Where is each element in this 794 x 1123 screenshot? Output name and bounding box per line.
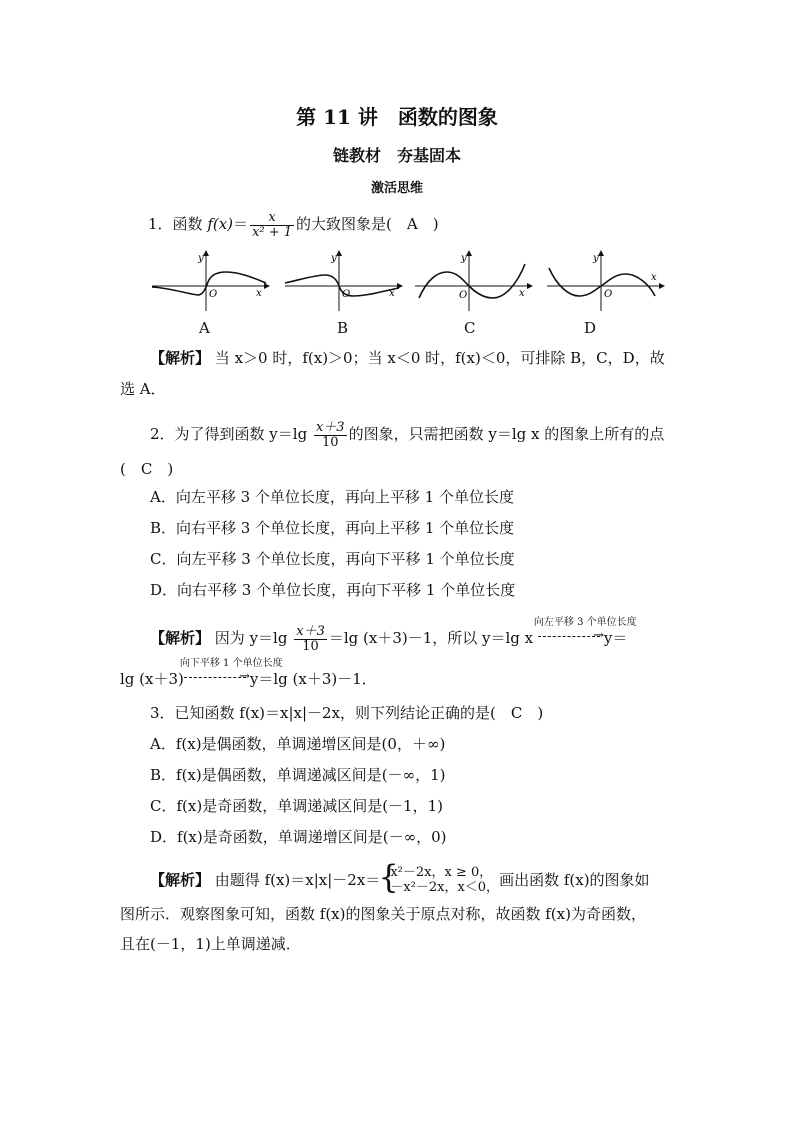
q2-analysis-line1 — [150, 617, 637, 654]
q1-prefix: 1．函数 — [148, 215, 208, 234]
q1-graph-d-label: D — [584, 319, 597, 337]
q2-option-b: B．向右平移 3 个单位长度，再向上平移 1 个单位长度 — [150, 519, 515, 537]
arrow-right-icon: → — [238, 669, 250, 684]
q2-analysis-fraction — [294, 625, 327, 653]
q2-stem — [150, 421, 664, 449]
q1-eq: ＝ — [233, 215, 249, 234]
q1-a-x-label: x — [256, 288, 262, 299]
q2-analysis-line2 — [120, 658, 377, 688]
q1-fraction — [250, 211, 294, 239]
q1-stem — [148, 211, 439, 239]
q1-c-x-label: x — [519, 288, 525, 299]
q2-frac-num: x＋3 — [315, 420, 345, 435]
arrow-shaft — [184, 677, 246, 678]
q3-stem: 3．已知函数 f(x)＝x|x|－2x，则下列结论正确的是( C ) — [150, 704, 544, 722]
q2-prefix: 2．为了得到函数 y＝lg — [150, 425, 308, 444]
q1-b-x-label: x — [389, 288, 395, 299]
q1-graph-d — [545, 250, 665, 312]
q3-case1: { x²－2x，x ≥ 0， — [390, 865, 493, 880]
q1-graph-a — [150, 250, 270, 312]
q3-piecewise — [380, 866, 499, 896]
q3-analysis-line2: 图所示．观察图象可知，函数 f(x)的图象关于原点对称，故函数 f(x)为奇函数， — [120, 905, 646, 923]
q1-d-x-label: x — [651, 272, 657, 283]
q1-b-origin-label: O — [342, 289, 351, 300]
q1-graph-c — [413, 250, 533, 312]
q2-analysis-e: y＝lg (x＋3)－1． — [249, 670, 377, 688]
q2-option-a: A．向左平移 3 个单位长度，再向上平移 1 个单位长度 — [150, 488, 514, 506]
q1-b-y-label: y — [331, 253, 337, 264]
section-heading: 激活思维 — [370, 181, 423, 196]
q3-analysis-line1 — [150, 866, 650, 896]
q2-analysis-frac-num: x＋3 — [296, 624, 325, 639]
q1-graph-b — [283, 250, 403, 312]
q1-graph-a-label: A — [199, 319, 210, 337]
q1-frac-num: x — [250, 211, 294, 226]
q1-x: (x) — [212, 215, 234, 234]
q1-suffix: 的大致图象是( A ) — [296, 215, 439, 234]
q2-frac-den: 10 — [322, 434, 339, 450]
q2-analysis-a: 因为 y＝lg — [214, 629, 288, 648]
q3-analysis-a: 由题得 f(x)＝x|x|－2x＝ — [214, 870, 381, 889]
q1-analysis-line2: 选 A． — [120, 380, 166, 398]
q2-option-c: C．向左平移 3 个单位长度，再向下平移 1 个单位长度 — [150, 550, 515, 568]
q2-answer: ( C ) — [120, 460, 174, 478]
q1-c-origin-label: O — [459, 290, 468, 301]
q1-c-y-label: y — [461, 253, 467, 264]
lesson-subtitle: 链教材 夯基固本 — [332, 146, 461, 165]
q1-analysis-text1: 当 x＞0 时，f(x)＞0；当 x＜0 时，f(x)＜0，可排除 B，C，D，故 — [214, 349, 665, 367]
q1-f: f — [207, 215, 213, 234]
q2-analysis-d: lg (x＋3) — [120, 670, 184, 688]
q3-option-c: C．f(x)是奇函数，单调递减区间是(－1，1) — [150, 797, 443, 815]
q3-analysis-line3: 且在(－1，1)上单调递减． — [120, 935, 301, 953]
q3-option-d: D．f(x)是奇函数，单调递增区间是(－∞，0) — [150, 828, 447, 846]
q2-suffix: 的图象，只需把函数 y＝lg x 的图象上所有的点 — [348, 425, 665, 444]
q1-d-origin-label: O — [604, 289, 613, 300]
q1-analysis-tag: 【解析】 — [150, 349, 211, 367]
q3-case2: －x²－2x，x＜0， — [390, 879, 500, 895]
q1-analysis-line1 — [150, 351, 665, 366]
lesson-title: 第 11 讲 函数的图象 — [296, 105, 498, 129]
arrow-shaft — [538, 636, 600, 637]
q3-option-a: A．f(x)是偶函数，单调递增区间是(0，＋∞) — [150, 735, 446, 753]
q2-fraction — [314, 421, 347, 449]
q2-analysis-tag: 【解析】 — [150, 629, 211, 648]
q2-analysis-frac-den: 10 — [302, 638, 319, 654]
arrow-right-icon: → — [593, 628, 604, 644]
q1-a-origin-label: O — [209, 289, 218, 300]
q2-arrow2-label: 向下平移 1 个单位长度 — [179, 658, 283, 669]
q1-graph-c-label: C — [464, 319, 476, 337]
q3-analysis-b: 画出函数 f(x)的图象如 — [499, 870, 650, 889]
q3-option-b: B．f(x)是偶函数，单调递减区间是(－∞，1) — [150, 766, 446, 784]
q2-analysis-c: y＝ — [603, 629, 628, 648]
q2-analysis-b: ＝lg (x＋3)－1，所以 y＝lg x — [328, 629, 534, 648]
q3-analysis-tag: 【解析】 — [150, 870, 211, 889]
q2-shift-arrow-2 — [179, 658, 283, 684]
q2-arrow1-label: 向左平移 3 个单位长度 — [533, 617, 637, 629]
q1-a-y-label: y — [198, 253, 204, 264]
q1-frac-den: x² + 1 — [252, 224, 293, 240]
q2-shift-arrow-1 — [533, 617, 637, 644]
q1-d-y-label: y — [593, 253, 599, 264]
q1-graph-b-label: B — [337, 319, 349, 337]
q2-option-d: D．向右平移 3 个单位长度，再向下平移 1 个单位长度 — [150, 581, 516, 599]
